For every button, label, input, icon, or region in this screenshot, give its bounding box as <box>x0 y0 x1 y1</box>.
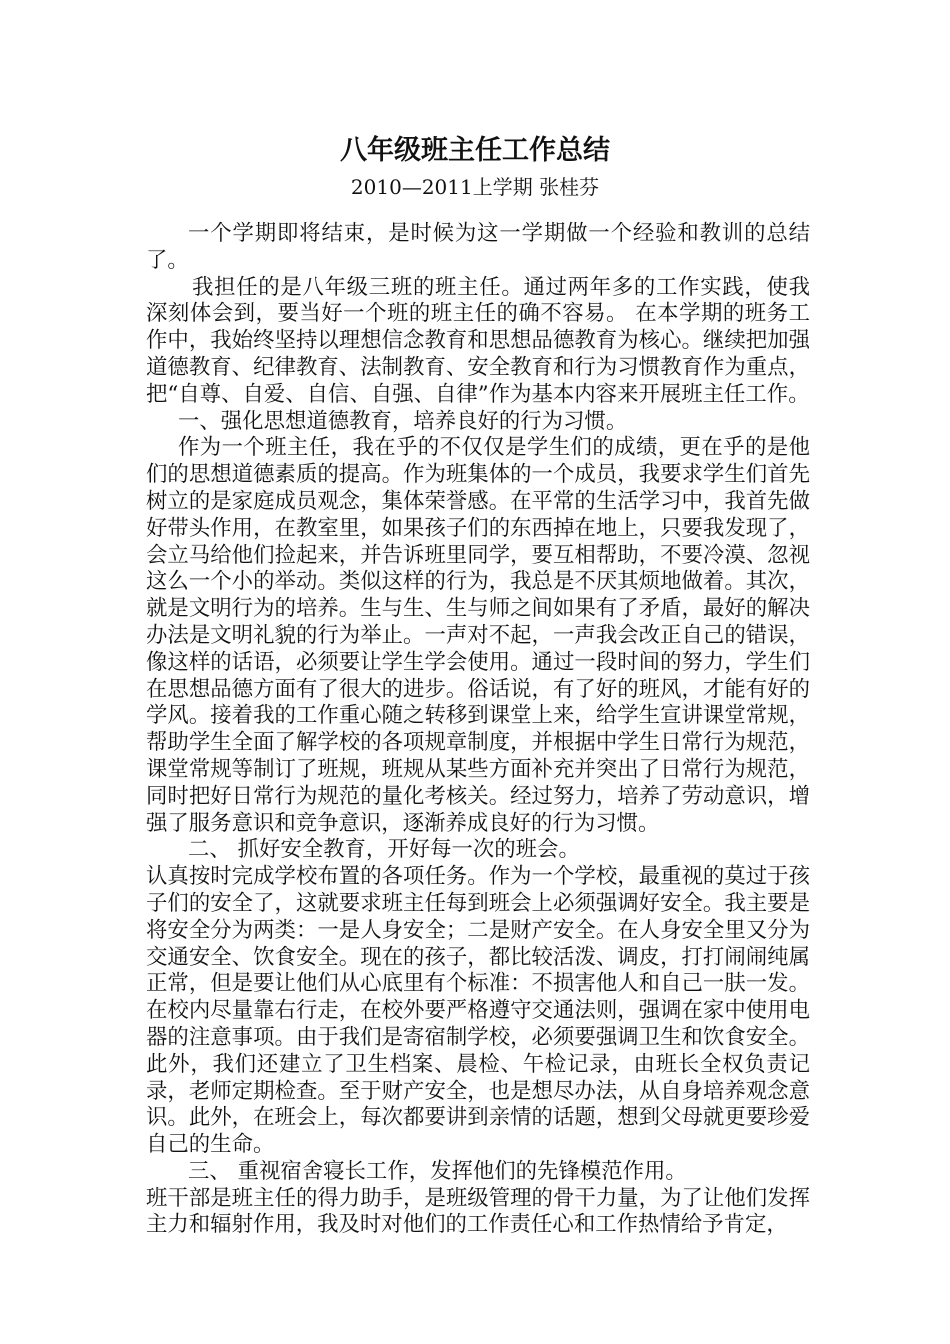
section-heading-2: 二、 抓好安全教育，开好每一次的班会。 <box>188 837 580 863</box>
paragraph-intro: 一个学期即将结束，是时候为这一学期做一个经验和教训的总结了。 <box>146 221 810 273</box>
paragraph-section-2: 认真按时完成学校布置的各项任务。作为一个学校，最重视的莫过于孩子们的安全了，这就要求班主任每到班会上必须强调好安全。我主要是将安全分为两类：一是人身安全；二是财产安全。在人身安全里又分为交通安全、饮食安全。现在的孩子，都比较活泼、调皮，打打闹闹纯属正常，但是要让他们从心底里有个标准：不损害他人和自己一肤一发。在校内尽量靠右行走，在校外要严格遵守交通法则，强调在家中使用电器的注意事项。由于我们是寄宿制学校，必须要强调卫生和饮食安全。此外，我们还建立了卫生档案、晨检、午检记录，由班长全权负责记录，老师定期检查。至于财产安全，也是想尽办法，从自身培养观念意识。此外，在班会上，每次都要讲到亲情的话题，想到父母就更要珍爱自己的生命。 <box>146 864 810 1158</box>
section-heading-1: 一、强化思想道德教育，培养良好的行为习惯。 <box>178 408 628 434</box>
paragraph-section-1: 作为一个班主任，我在乎的不仅仅是学生们的成绩，更在乎的是他们的思想道德素质的提高。作为班集体的一个成员，我要求学生们首先树立的是家庭成员观念，集体荣誉感。在平常的生活学习中，我首先做好带头作用，在教室里，如果孩子们的东西掉在地上，只要我发现了，会立马给他们捡起来，并告诉班里同学，要互相帮助，不要冷漠、忽视这么一个小的举动。类似这样的行为，我总是不厌其烦地做着。其次，就是文明行为的培养。生与生、生与师之间如果有了矛盾，最好的解决办法是文明礼貌的行为举止。一声对不起，一声我会改正自己的错误，像这样的话语，必须要让学生学会使用。通过一段时间的努力，学生们在思想品德方面有了很大的进步。俗话说，有了好的班风，才能有好的学风。接着我的工作重心随之转移到课堂上来，给学生宣讲课堂常规，帮助学生全面了解学校的各项规章制度，并根据中学生日常行为规范，课堂常规等制订了班规，班规从某些方面补充并突出了日常行为规范，同时把好日常行为规范的量化考核关。经过努力，培养了劳动意识，增强了服务意识和竞争意识，逐渐养成良好的行为习惯。 <box>146 435 810 836</box>
paragraph-overview: 我担任的是八年级三班的班主任。通过两年多的工作实践，使我深刻体会到，要当好一个班的班主任的确不容易。 在本学期的班务工作中，我始终坚持以理想信念教育和思想品德教育为核心。继续把加强道德教育、纪律教育、法制教育、安全教育和行为习惯教育作为重点，把“自尊、自爱、自信、自强、自律”作为基本内容来开展班主任工作。 <box>146 274 810 407</box>
document-subtitle: 2010—2011上学期 张桂芬 <box>350 175 600 199</box>
document-body <box>146 221 810 1239</box>
paragraph-section-3: 班干部是班主任的得力助手，是班级管理的骨干力量，为了让他们发挥主力和辐射作用，我及时对他们的工作责任心和工作热情给予肯定， <box>146 1185 810 1238</box>
document-title: 八年级班主任工作总结 <box>340 135 610 166</box>
section-heading-3: 三、 重视宿舍寝长工作，发挥他们的先锋模范作用。 <box>188 1158 687 1184</box>
